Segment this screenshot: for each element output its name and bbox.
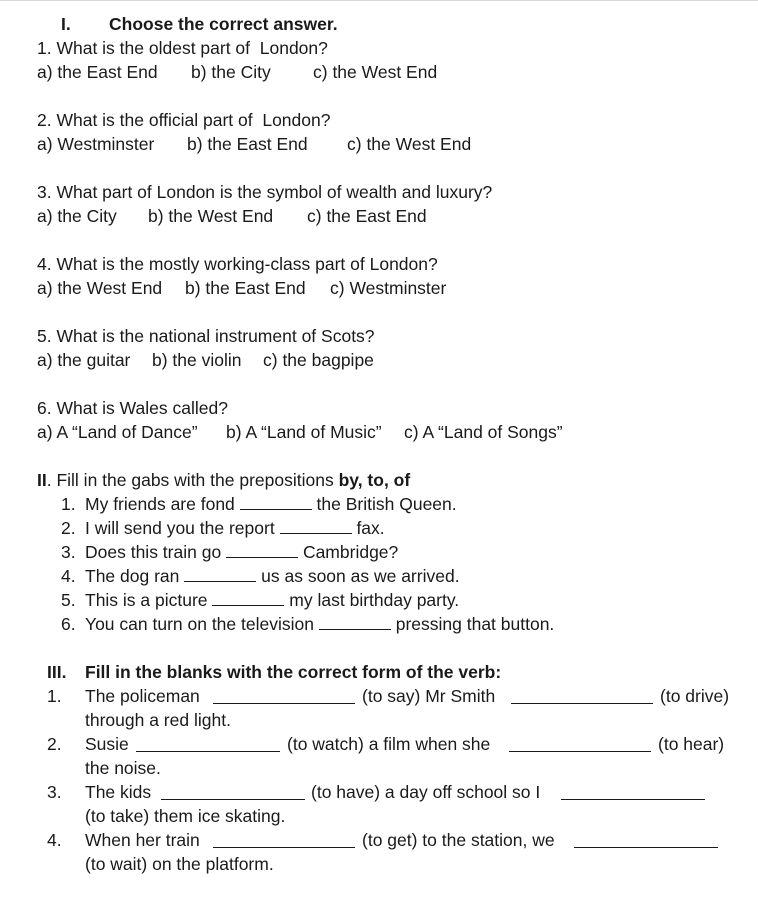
item-text-before: You can turn on the television (85, 614, 314, 634)
option-b: b) A “Land of Music” (226, 422, 382, 442)
answer-blank[interactable] (213, 832, 355, 848)
item-text-d: the noise. (85, 758, 161, 778)
item-text-d: (to take) them ice skating. (85, 806, 286, 826)
item-text (85, 517, 385, 539)
item-text-c: (to drive) (660, 686, 730, 706)
item-text-after: pressing that button. (395, 614, 555, 634)
item-text-before: Does this train go (85, 542, 222, 562)
item-text-d: through a red light. (85, 710, 231, 730)
item-number: 5. (61, 590, 76, 610)
item-number: 1. (61, 494, 76, 514)
section-2-instruction: Fill in the gabs with the prepositions (51, 470, 339, 490)
item-text (85, 613, 554, 635)
option-c: c) the West End (347, 134, 472, 154)
answer-blank[interactable] (184, 566, 256, 582)
item-text-b: (to get) to the station, we (362, 830, 555, 850)
item-number: 4. (47, 830, 62, 850)
question-text: 4. What is the mostly working-class part of London? (37, 254, 438, 274)
answer-blank[interactable] (509, 736, 651, 752)
answer-blank[interactable] (226, 542, 298, 558)
item-number: 4. (61, 566, 76, 586)
item-text-a: The kids (85, 782, 152, 802)
item-number: 6. (61, 614, 76, 634)
item-text-b: (to watch) a film when she (287, 734, 491, 754)
section-2-word-list: by, to, of (338, 470, 411, 490)
answer-blank[interactable] (280, 518, 352, 534)
answer-blank[interactable] (136, 736, 280, 752)
option-b: b) the East End (185, 278, 306, 298)
item-text-after: Cambridge? (302, 542, 399, 562)
answer-blank[interactable] (561, 784, 705, 800)
item-text-after: us as soon as we arrived. (261, 566, 460, 586)
answer-blank[interactable] (240, 494, 312, 510)
item-text-after: the British Queen. (316, 494, 457, 514)
item-text-before: I will send you the report (85, 518, 275, 538)
item-number: 1. (47, 686, 62, 706)
top-border (0, 0, 758, 1)
option-b: b) the East End (187, 134, 308, 154)
question-text: 6. What is Wales called? (37, 398, 228, 418)
item-text-b: (to say) Mr Smith (362, 686, 496, 706)
option-c: c) the East End (307, 206, 427, 226)
section-2-heading (37, 469, 410, 491)
item-text-before: This is a picture (85, 590, 208, 610)
item-number: 2. (61, 518, 76, 538)
item-text-b: (to have) a day off school so I (311, 782, 541, 802)
option-c: c) the West End (313, 62, 438, 82)
question-text: 3. What part of London is the symbol of wealth and luxury? (37, 182, 493, 202)
item-number: 2. (47, 734, 62, 754)
item-text-a: When her train (85, 830, 200, 850)
option-c: c) Westminster (330, 278, 447, 298)
item-text-before: My friends are fond (85, 494, 235, 514)
section-3-numeral: III. (47, 662, 67, 682)
item-text (85, 541, 398, 563)
section-1-numeral: I. (61, 14, 71, 34)
option-a: a) Westminster (37, 134, 155, 154)
item-text (85, 589, 459, 611)
question-text: 1. What is the oldest part of London? (37, 38, 328, 58)
section-2-dot: . (46, 470, 52, 490)
section-3-heading: Fill in the blanks with the correct form of the verb: (85, 662, 502, 682)
option-b: b) the violin (152, 350, 242, 370)
option-a: a) A “Land of Dance” (37, 422, 198, 442)
option-c: c) the bagpipe (263, 350, 374, 370)
item-text-after: my last birthday party. (289, 590, 460, 610)
question-text: 5. What is the national instrument of Scots? (37, 326, 375, 346)
answer-blank[interactable] (574, 832, 718, 848)
item-text (85, 493, 457, 515)
answer-blank[interactable] (161, 784, 305, 800)
section-1-heading: Choose the correct answer. (109, 14, 338, 34)
answer-blank[interactable] (319, 614, 391, 630)
option-c: c) A “Land of Songs” (404, 422, 563, 442)
option-b: b) the West End (148, 206, 274, 226)
item-text (85, 565, 460, 587)
item-text-a: Susie (85, 734, 129, 754)
item-number: 3. (61, 542, 76, 562)
option-a: a) the East End (37, 62, 158, 82)
answer-blank[interactable] (511, 688, 653, 704)
item-text-before: The dog ran (85, 566, 180, 586)
item-text-c: (to hear) (658, 734, 725, 754)
item-text-d: (to wait) on the platform. (85, 854, 274, 874)
answer-blank[interactable] (213, 688, 355, 704)
option-a: a) the West End (37, 278, 163, 298)
item-text-after: fax. (356, 518, 385, 538)
option-a: a) the City (37, 206, 117, 226)
answer-blank[interactable] (212, 590, 284, 606)
section-2-numeral: II (37, 470, 47, 490)
option-a: a) the guitar (37, 350, 131, 370)
item-text-a: The policeman (85, 686, 200, 706)
question-text: 2. What is the official part of London? (37, 110, 331, 130)
item-number: 3. (47, 782, 62, 802)
option-b: b) the City (191, 62, 271, 82)
